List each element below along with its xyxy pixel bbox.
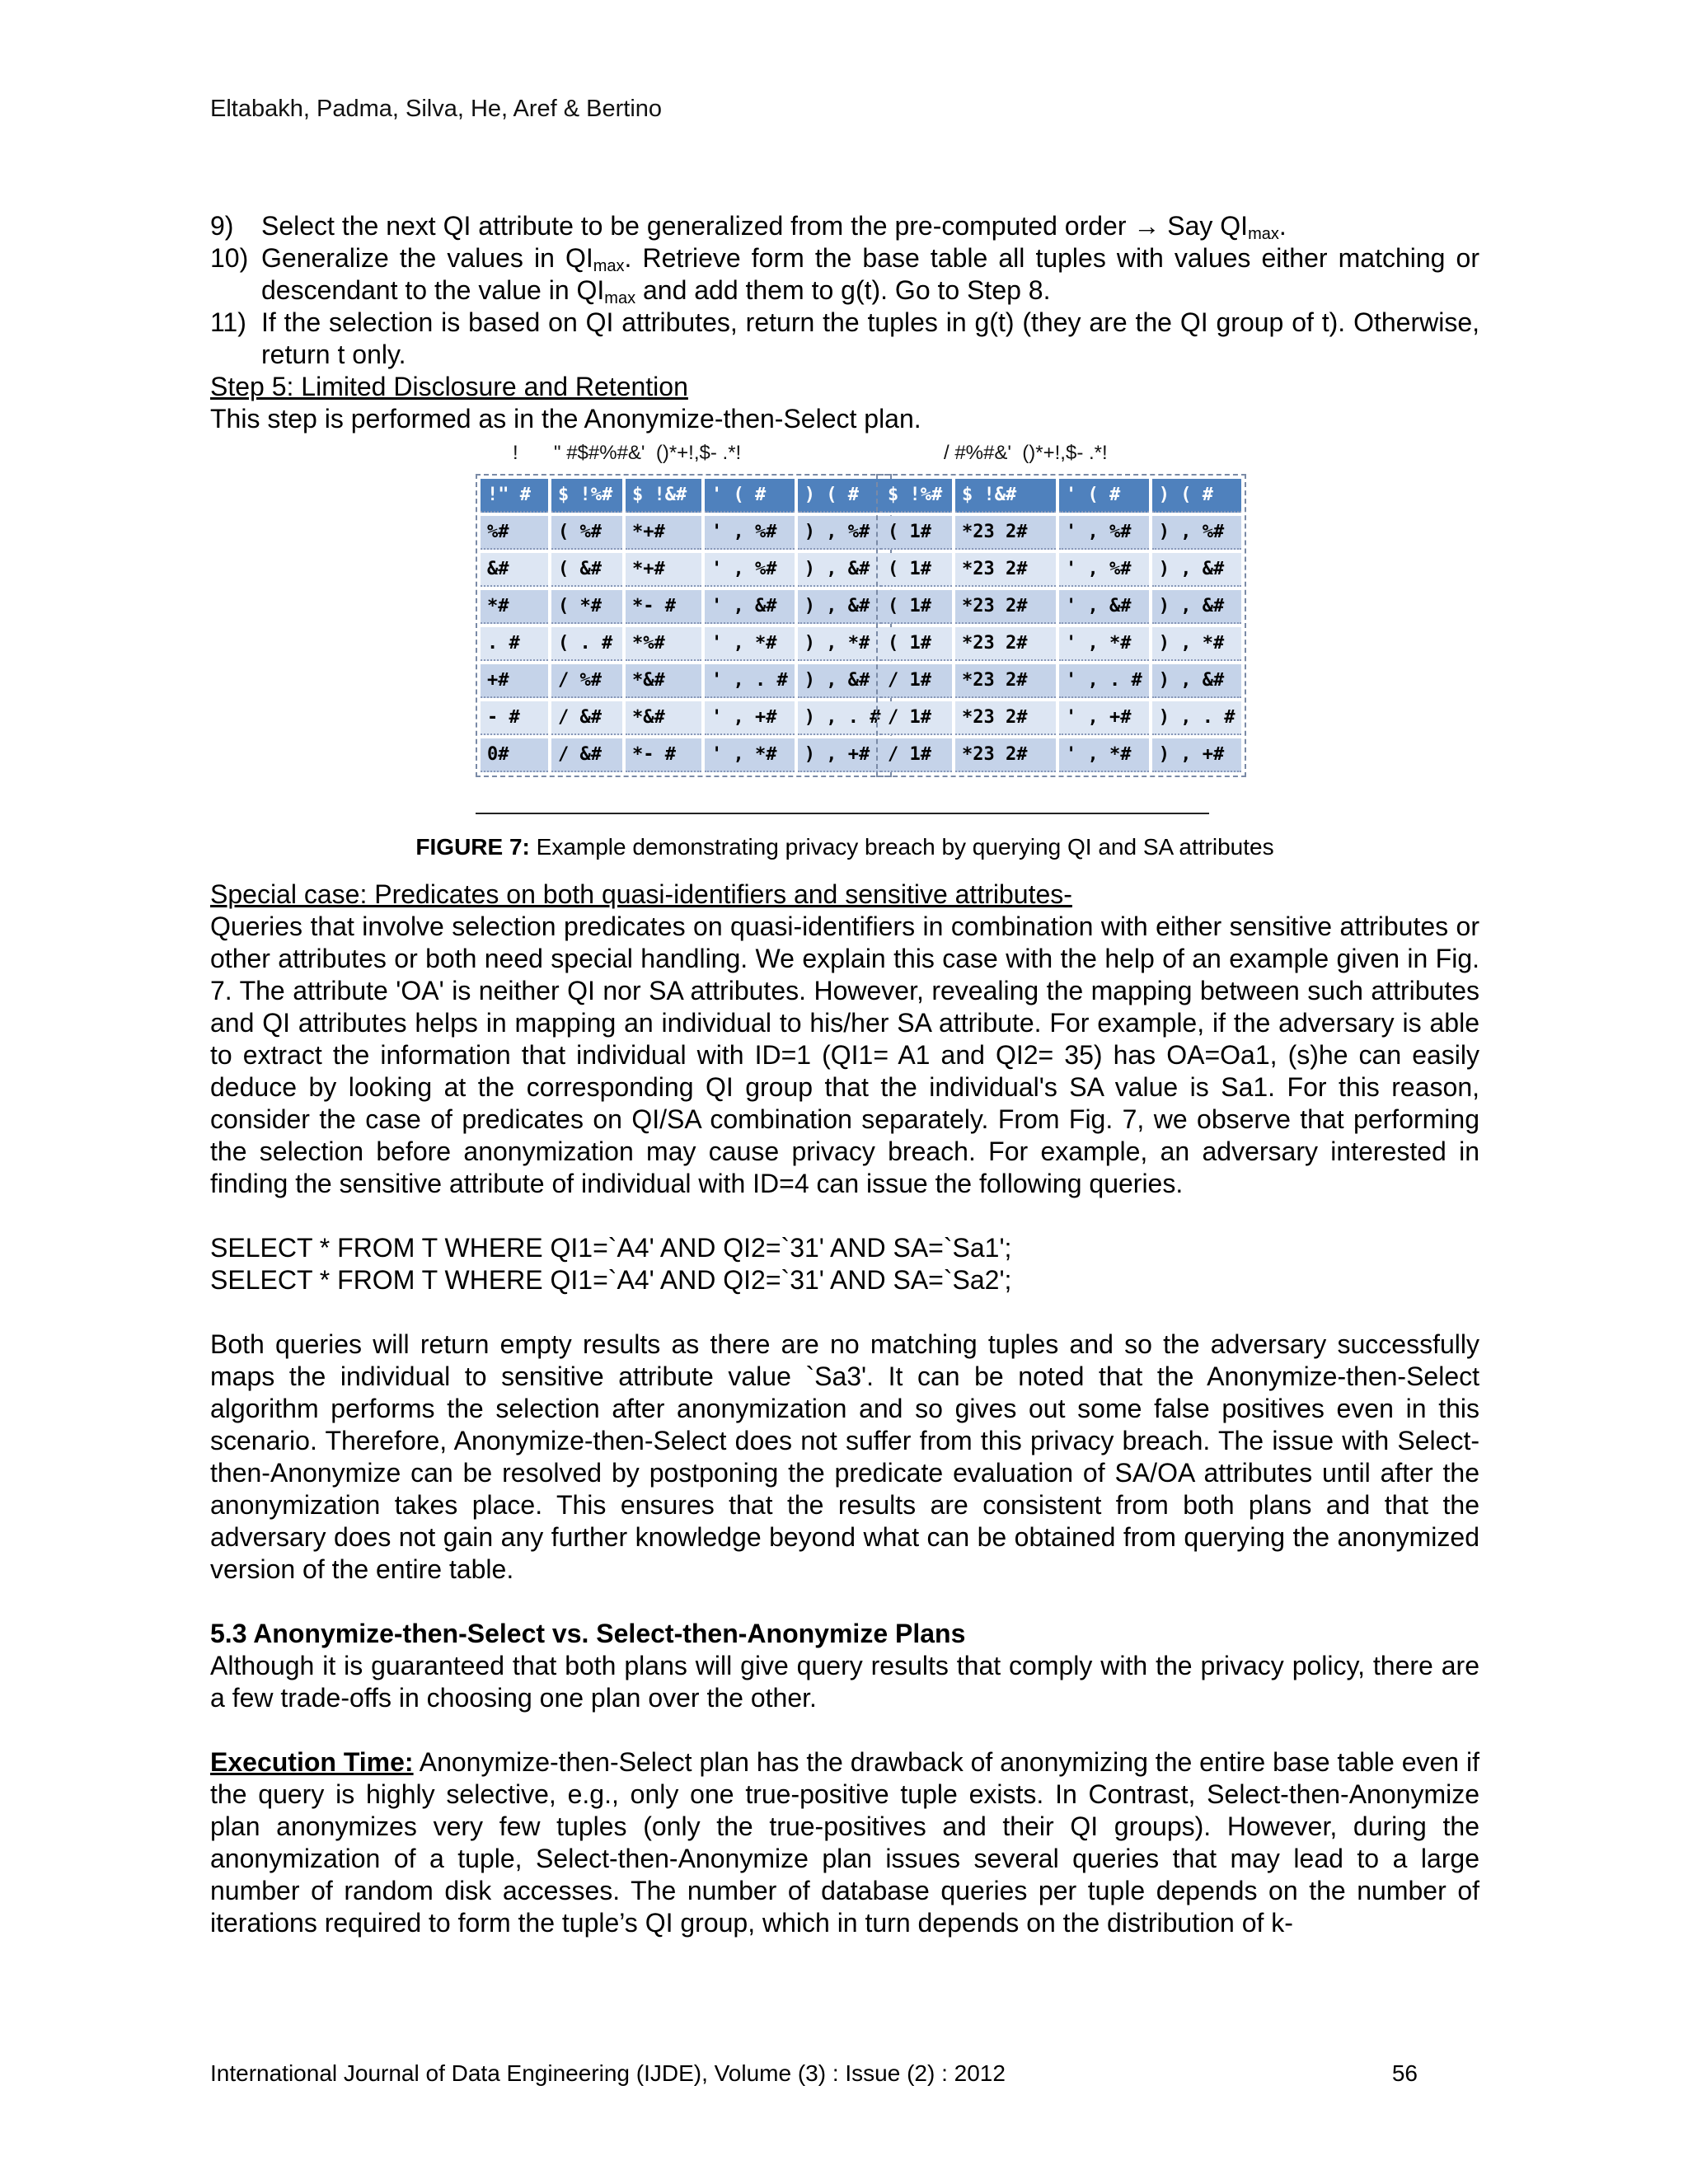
- caption-text: Example demonstrating privacy breach by querying QI and SA attributes: [529, 834, 1274, 860]
- column-header: $ !%#: [881, 479, 952, 513]
- step-text-part: . Retrieve form the base table all tuples with values either matching or descendant to the value in QI: [261, 243, 1479, 305]
- table-cell: *- #: [626, 590, 701, 624]
- table-cell: ' , . #: [1059, 664, 1149, 698]
- figure-7: [210, 435, 1479, 860]
- table-row: [881, 627, 1241, 661]
- table-row: [481, 701, 887, 735]
- special-case-paragraph: Queries that involve selection predicates on quasi-identifiers in combination with either sensitive attributes or other attributes or both need special handling. We explain this case with the help of an example given in Fig. 7. The attribute 'OA' is neither QI nor SA attributes. However, revealing the mapping between such attributes and QI attributes helps in mapping an individual to his/her SA attribute. For example, if the adversary is able to extract the information that individual with ID=1 (QI1= A1 and QI2= 35) has OA=Oa1, (s)he can easily deduce by looking at the corresponding QI group that the individual's SA value is Sa1. For this reason, consider the case of predicates on QI/SA combination separately. From Fig. 7, we observe that performing the selection before anonymization may cause privacy breach. For example, an adversary interested in finding the sensitive attribute of individual with ID=4 can issue the following queries.: [210, 912, 1479, 1198]
- anonymized-table-body: [881, 516, 1241, 772]
- table-cell: *23 2#: [955, 738, 1056, 772]
- table-cell: 0#: [481, 738, 548, 772]
- table-cell: ) , &#: [1152, 664, 1242, 698]
- column-header: !" #: [481, 479, 548, 513]
- table-row: [881, 701, 1241, 735]
- subscript: max: [1248, 225, 1279, 243]
- page-number: 56: [1391, 2060, 1418, 2086]
- table-cell: ' , +#: [1059, 701, 1149, 735]
- table-cell: *#: [481, 590, 548, 624]
- table-cell: ) , +#: [798, 738, 888, 772]
- section-heading: 5.3 Anonymize-then-Select vs. Select-then-Anonymize Plans: [210, 1619, 966, 1648]
- step-text-part: and add them to g(t). Go to Step 8.: [635, 275, 1051, 305]
- table-cell: *23 2#: [955, 553, 1056, 587]
- table-cell: ( . #: [551, 627, 622, 661]
- table-cell: ) , &#: [798, 664, 888, 698]
- page-footer: [210, 2060, 1418, 2087]
- table-row: [481, 664, 887, 698]
- step-item: [210, 307, 1479, 371]
- table-cell: ( 1#: [881, 590, 952, 624]
- step-text-part: Generalize the values in QI: [261, 243, 593, 273]
- table-row: [881, 590, 1241, 624]
- table-cell: *23 2#: [955, 516, 1056, 550]
- table-cell: ( *#: [551, 590, 622, 624]
- sql-query: SELECT * FROM T WHERE QI1=`A4' AND QI2=`31' AND SA=`Sa2';: [210, 1265, 1012, 1295]
- table-cell: / &#: [551, 738, 622, 772]
- table-cell: *23 2#: [955, 664, 1056, 698]
- table-cell: ) , &#: [798, 553, 888, 587]
- table-row: [481, 590, 887, 624]
- column-header: $ !&#: [626, 479, 701, 513]
- table-row: [881, 664, 1241, 698]
- figure-divider: [476, 813, 1209, 814]
- table-cell: ' , &#: [1059, 590, 1149, 624]
- table-cell: ' , *#: [705, 627, 795, 661]
- table-cell: ( 1#: [881, 516, 952, 550]
- step-text: [261, 210, 1479, 242]
- table-cell: ( 1#: [881, 553, 952, 587]
- table-cell: ) , . #: [798, 701, 888, 735]
- table-row: [881, 516, 1241, 550]
- table-cell: ( &#: [551, 553, 622, 587]
- step5-heading: Step 5: Limited Disclosure and Retention: [210, 372, 688, 401]
- table-cell: ' , %#: [705, 516, 795, 550]
- column-header: ) ( #: [1152, 479, 1242, 513]
- figure-caption: [210, 831, 1479, 863]
- table-row: [481, 627, 887, 661]
- table-row: [481, 553, 887, 587]
- table-cell: ' , +#: [705, 701, 795, 735]
- section-paragraph: Although it is guaranteed that both plans will give query results that comply with the privacy policy, there are a few trade-offs in choosing one plan over the other.: [210, 1651, 1479, 1713]
- table-cell: +#: [481, 664, 548, 698]
- left-table-title-mark: !: [513, 442, 518, 464]
- table-cell: ) , *#: [798, 627, 888, 661]
- subscript: max: [604, 289, 636, 307]
- table-cell: *&#: [626, 701, 701, 735]
- table-cell: %#: [481, 516, 548, 550]
- table-cell: ) , &#: [1152, 590, 1242, 624]
- step-number: 10): [210, 243, 249, 273]
- caption-label: FIGURE 7:: [415, 834, 530, 860]
- page-body: [210, 210, 1479, 1939]
- column-header: ' ( #: [1059, 479, 1149, 513]
- sql-query: SELECT * FROM T WHERE QI1=`A4' AND QI2=`31' AND SA=`Sa1';: [210, 1233, 1012, 1263]
- anonymized-table: [876, 474, 1246, 777]
- table-cell: / %#: [551, 664, 622, 698]
- table-cell: *23 2#: [955, 701, 1056, 735]
- step-text-part: Say QI: [1160, 211, 1249, 241]
- table-cell: ) , &#: [798, 590, 888, 624]
- table-header-row: [881, 479, 1241, 513]
- both-queries-paragraph: Both queries will return empty results as there are no matching tuples and so the adversary successfully maps the individual to sensitive attribute value `Sa3'. It can be noted that the Anonymize-then-Select algorithm performs the selection after anonymization and so gives out some false positives even in this scenario. Therefore, Anonymize-then-Select does not suffer from this privacy breach. The issue with Select-then-Anonymize can be resolved by postponing the predicate evaluation of SA/OA attributes until after the anonymization takes place. This ensures that the results are consistent from both plans and that the adversary does not gain any further knowledge beyond what can be obtained from querying the anonymized version of the entire table.: [210, 1329, 1479, 1584]
- table-cell: - #: [481, 701, 548, 735]
- step-text-part: .: [1278, 211, 1287, 241]
- table-cell: ' , %#: [1059, 553, 1149, 587]
- table-cell: / 1#: [881, 664, 952, 698]
- arrow-right-icon: →: [1133, 211, 1160, 241]
- journal-citation: International Journal of Data Engineering (IJDE), Volume (3) : Issue (2) : 2012: [210, 2060, 1006, 2086]
- execution-time-label: Execution Time:: [210, 1747, 414, 1777]
- column-header: ' ( #: [705, 479, 795, 513]
- table-cell: *+#: [626, 553, 701, 587]
- left-table-title: " #$#%#&' ()*+!,$- .*!: [554, 442, 742, 464]
- table-cell: *%#: [626, 627, 701, 661]
- table-cell: ( %#: [551, 516, 622, 550]
- column-header: $ !%#: [551, 479, 622, 513]
- table-cell: *- #: [626, 738, 701, 772]
- step-number: 11): [210, 307, 246, 337]
- table-cell: ) , %#: [1152, 516, 1242, 550]
- execution-time-paragraph: [210, 1746, 1479, 1939]
- table-cell: . #: [481, 627, 548, 661]
- table-cell: ) , *#: [1152, 627, 1242, 661]
- table-cell: ' , &#: [705, 590, 795, 624]
- table-row: [481, 516, 887, 550]
- table-cell: &#: [481, 553, 548, 587]
- step-item: [210, 242, 1479, 307]
- column-header: $ !&#: [955, 479, 1056, 513]
- table-cell: ' , %#: [705, 553, 795, 587]
- table-cell: ' , . #: [705, 664, 795, 698]
- table-cell: ' , *#: [705, 738, 795, 772]
- right-table-title: / #%#&' ()*+!,$- .*!: [944, 442, 1108, 464]
- step-number: 9): [210, 211, 234, 241]
- table-cell: *23 2#: [955, 590, 1056, 624]
- table-cell: ' , *#: [1059, 627, 1149, 661]
- subscript: max: [593, 257, 625, 275]
- table-cell: ) , &#: [1152, 553, 1242, 587]
- execution-time-text: Anonymize-then-Select plan has the drawback of anonymizing the entire base table even if the query is highly selective, e.g., only one true-positive tuple exists. In Contrast, Select-then-Anonymize plan anonymizes very few tuples (only the true-positives and their QI groups). However, during the anonymization of a tuple, Select-then-Anonymize plan issues several queries that may lead to a large number of random disk accesses. The number of database queries per tuple depends on the number of iterations required to form the tuple’s QI group, which in turn depends on the distribution of k-: [210, 1747, 1480, 1938]
- step-text-part: Select the next QI attribute to be generalized from the pre-computed order: [261, 211, 1134, 241]
- running-head: Eltabakh, Padma, Silva, He, Aref & Bertino: [210, 96, 663, 122]
- table-cell: ) , . #: [1152, 701, 1242, 735]
- special-case-heading: Special case: Predicates on both quasi-identifiers and sensitive attributes-: [210, 879, 1072, 909]
- original-table: [476, 474, 892, 777]
- table-cell: ( 1#: [881, 627, 952, 661]
- table-cell: *23 2#: [955, 627, 1056, 661]
- table-cell: / &#: [551, 701, 622, 735]
- table-cell: / 1#: [881, 738, 952, 772]
- table-row: [881, 738, 1241, 772]
- table-header-row: [481, 479, 887, 513]
- table-cell: / 1#: [881, 701, 952, 735]
- table-cell: *+#: [626, 516, 701, 550]
- table-cell: ' , %#: [1059, 516, 1149, 550]
- step-item: [210, 210, 1479, 242]
- step-text: If the selection is based on QI attributes, return the tuples in g(t) (they are the QI group of t). Otherwise, return t only.: [261, 307, 1479, 369]
- step-list: [210, 210, 1479, 371]
- table-cell: ' , *#: [1059, 738, 1149, 772]
- table-cell: ) , +#: [1152, 738, 1242, 772]
- table-row: [481, 738, 887, 772]
- step5-text: This step is performed as in the Anonymize-then-Select plan.: [210, 404, 921, 434]
- table-cell: *&#: [626, 664, 701, 698]
- original-table-body: [481, 516, 887, 772]
- table-cell: ) , %#: [798, 516, 888, 550]
- step-text: [261, 242, 1479, 307]
- column-header: ) ( #: [798, 479, 888, 513]
- table-row: [881, 553, 1241, 587]
